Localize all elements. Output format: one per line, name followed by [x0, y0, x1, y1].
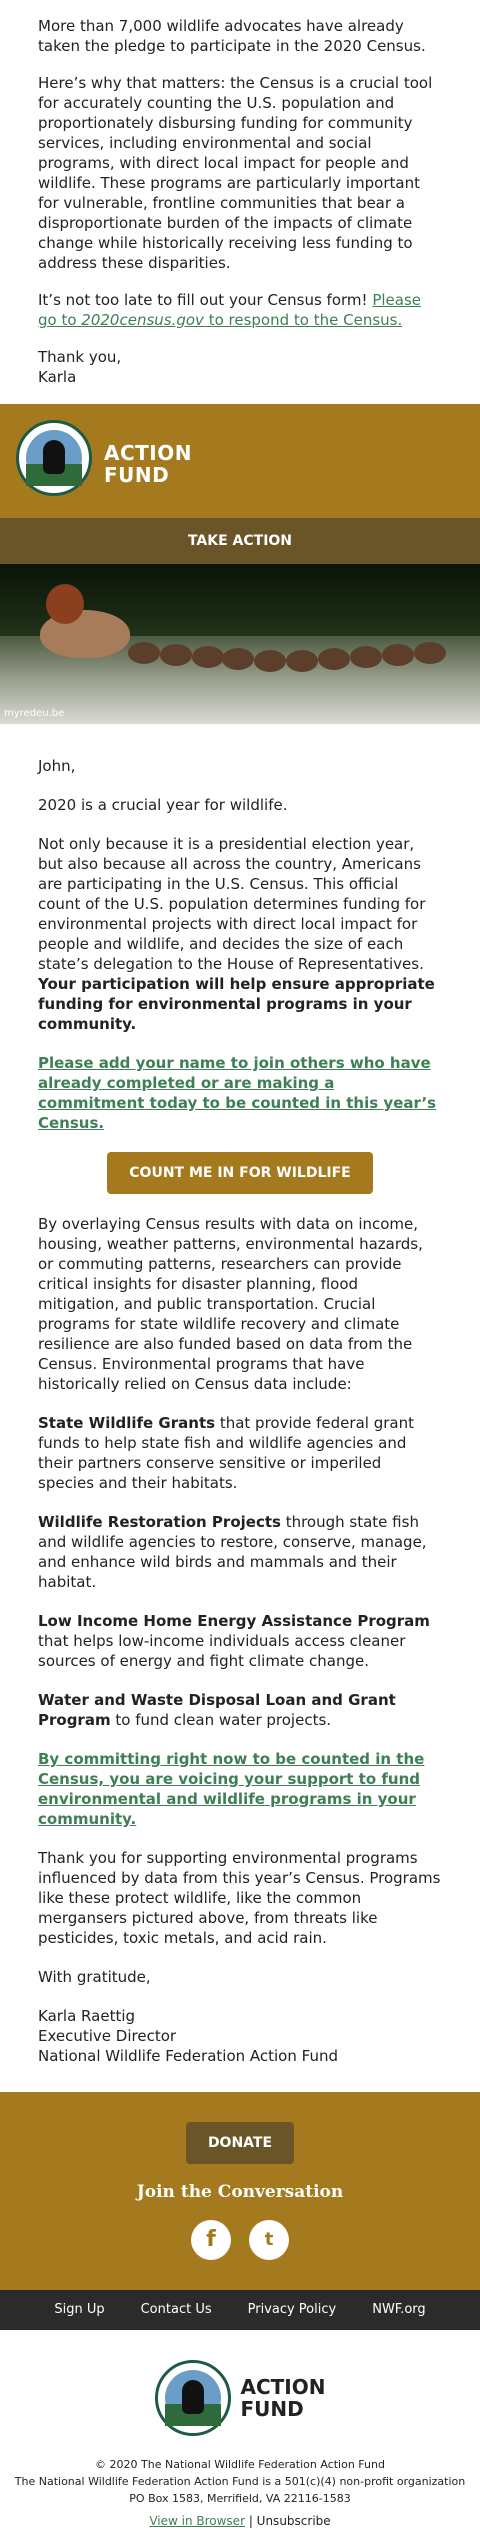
brand-name: ACTION FUND [104, 441, 192, 487]
greeting: John, [38, 757, 76, 775]
intro-paragraph-1: More than 7,000 wildlife advocates have already taken the pledge to participate in the 2020 Census. [38, 17, 426, 55]
merganser-head [46, 584, 84, 624]
nonprofit-statement: The National Wildlife Federation Action Fund is a 501(c)(4) non-profit organization [14, 2475, 466, 2488]
intro-paragraph-2: Here’s why that matters: the Census is a crucial tool for accurately counting the U.S. population and proportionately disbursing funding for community services, including environmental and social programs, with direct local impact for people and wildlife. These programs are particularly important for vulnerable, frontline communities that bear a disproportionate burden of the impacts of climate change while historically receiving less funding to address these disparities. [38, 74, 433, 272]
twitter-icon[interactable]: t [249, 2220, 289, 2260]
intro-signoff: Thank you, Karla [38, 348, 122, 386]
donate-button[interactable]: DONATE [186, 2122, 294, 2164]
program-item: Water and Waste Disposal Loan and Grant Program to fund clean water projects. [38, 1691, 396, 1729]
main-paragraph-4: Thank you for supporting environmental programs influenced by data from this year’s Census. Programs like these protect wildlife, like the common mergansers pictured above, from threats like pesticides, toxic metals, and acid rain. [38, 1849, 441, 1947]
unsubscribe-link[interactable]: Unsubscribe [256, 2514, 331, 2528]
count-me-in-button[interactable]: COUNT ME IN FOR WILDLIFE [107, 1152, 372, 1194]
view-in-browser-link[interactable]: View in Browser [149, 2514, 245, 2528]
program-item: Low Income Home Energy Assistance Program that helps low-income individuals access cleaner sources of energy and fight climate change. [38, 1612, 430, 1670]
nav-sign-up[interactable]: Sign Up [54, 2302, 105, 2317]
signature: Karla Raettig Executive Director National Wildlife Federation Action Fund [38, 2007, 338, 2065]
program-item: Wildlife Restoration Projects through state fish and wildlife agencies to restore, conserve, manage, and enhance wild birds and mammals and their habitat. [38, 1513, 427, 1591]
social-links [0, 2220, 480, 2260]
nwf-logo-icon[interactable] [16, 420, 92, 496]
footer-logo[interactable] [155, 2360, 326, 2436]
intro-paragraph-3: It’s not too late to fill out your Census form! Please go to 2020census.gov to respond to the Census. [38, 291, 421, 329]
facebook-icon[interactable]: f [191, 2220, 231, 2260]
footer-bottom [0, 2330, 480, 2530]
main-paragraph-1: 2020 is a crucial year for wildlife. [38, 796, 288, 814]
census-link[interactable]: Please go to 2020census.gov to respond to the Census. [38, 291, 421, 329]
main-paragraph-3: By overlaying Census results with data on income, housing, weather patterns, environmental hazards, or commuting patterns, researchers can provide critical insights for disaster planning, flood mitigation, and public transportation. Crucial programs for state wildlife recovery and climate resilience are also funded based on data from the Census. Environmental programs that have historically relied on Census data include: [38, 1215, 423, 1393]
main-content [0, 724, 480, 2066]
nav-contact-us[interactable]: Contact Us [140, 2302, 212, 2317]
fine-print [0, 2456, 480, 2530]
cta-link-paragraph [38, 1053, 442, 1133]
merganser-hero-image[interactable] [0, 564, 480, 724]
email-header [0, 404, 480, 518]
commit-link-paragraph [38, 1749, 442, 1829]
take-action-bar[interactable]: TAKE ACTION [0, 518, 480, 564]
nav-nwf-org[interactable]: NWF.org [372, 2302, 426, 2317]
footer-nav [0, 2290, 480, 2330]
footer-gold-section [0, 2092, 480, 2290]
cta-link[interactable]: Please add your name to join others who have already completed or are making a commitment today to be counted in this year’s Census. [38, 1054, 437, 1132]
nwf-logo-icon [155, 2360, 231, 2436]
commit-link[interactable]: By committing right now to be counted in the Census, you are voicing your support to fund environmental and wildlife programs in your community. [38, 1750, 425, 1828]
closing: With gratitude, [38, 1968, 151, 1986]
program-item: State Wildlife Grants that provide federal grant funds to help state fish and wildlife agencies and their partners conserve sensitive or imperiled species and their habitats. [38, 1414, 414, 1492]
main-paragraph-2: Not only because it is a presidential election year, but also because all across the country, Americans are participating in the U.S. Census. This official count of the U.S. population determines funding for environmental projects with direct local impact for people and wildlife, and decides the size of each state’s delegation to the House of Representatives. Your participation will help ensure appropriate funding for environmental programs in your community. [38, 835, 435, 1033]
copyright: © 2020 The National Wildlife Federation Action Fund [95, 2458, 385, 2471]
join-conversation-heading: Join the Conversation [136, 2182, 344, 2202]
photo-credit: myredeu.be [4, 708, 65, 719]
footer-brand-name: ACTION FUND [240, 2375, 326, 2421]
footer-links: View in Browser | Unsubscribe [149, 2514, 331, 2528]
intro-section [0, 0, 480, 404]
nav-privacy-policy[interactable]: Privacy Policy [247, 2302, 337, 2317]
mailing-address: PO Box 1583, Merrifield, VA 22116-1583 [129, 2492, 351, 2505]
